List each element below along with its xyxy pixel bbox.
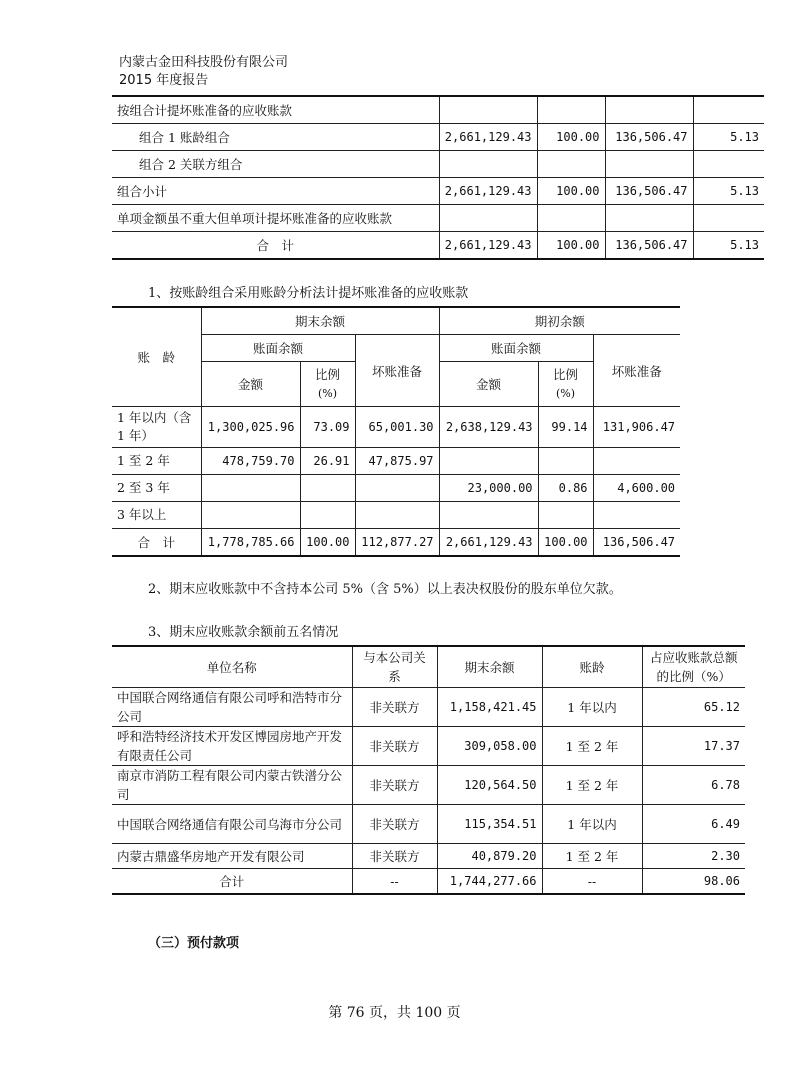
ratio-unit: (%) <box>556 386 576 400</box>
table-cell: 1 年以内 <box>542 688 642 727</box>
table-row <box>112 688 745 727</box>
header-end-balance: 期末余额 <box>201 307 439 335</box>
table-cell: 136,506.47 <box>605 178 693 205</box>
column-header: 期末余额 <box>437 646 542 688</box>
table-cell: 40,879.20 <box>437 844 542 869</box>
table-cell: 17.37 <box>642 727 745 766</box>
ratio-unit: (%) <box>317 386 338 400</box>
table-row <box>112 502 680 529</box>
page-header <box>119 54 288 90</box>
table-cell <box>355 502 439 529</box>
table-cell <box>538 448 593 475</box>
table-cell: 2,661,129.43 <box>439 124 537 151</box>
table-cell: 6.49 <box>642 805 745 844</box>
table-cell: 1 至 2 年 <box>542 766 642 805</box>
table-row <box>112 727 745 766</box>
table-cell <box>537 151 605 178</box>
table-cell <box>593 502 680 529</box>
table-cell: 2,661,129.43 <box>439 178 537 205</box>
page-number: 第 76 页，共 100 页 <box>328 1005 461 1021</box>
table-row <box>112 407 680 448</box>
total-cell: -- <box>542 869 642 895</box>
age-label: 合 计 <box>112 529 201 557</box>
table-cell <box>693 205 764 232</box>
table-row <box>112 151 764 178</box>
table-cell: 26.91 <box>300 448 355 475</box>
table-cell: 478,759.70 <box>201 448 300 475</box>
table-cell <box>605 151 693 178</box>
column-header: 占应收账款总额的比例（%） <box>642 646 745 688</box>
table-cell <box>201 502 300 529</box>
table-cell: 100.00 <box>537 232 605 260</box>
total-cell: 合计 <box>112 869 352 895</box>
table-cell: 23,000.00 <box>439 475 538 502</box>
table-cell: 1,300,025.96 <box>201 407 300 448</box>
paragraph-top-five: 3、期末应收账款余额前五名情况 <box>148 625 339 640</box>
table-row <box>112 529 680 557</box>
table-cell <box>593 448 680 475</box>
table-cell <box>355 475 439 502</box>
table-cell: 非关联方 <box>352 688 437 727</box>
table-cell <box>693 151 764 178</box>
table-cell: 65.12 <box>642 688 745 727</box>
table-cell: 非关联方 <box>352 805 437 844</box>
table-row <box>112 232 764 260</box>
table-cell: 4,600.00 <box>593 475 680 502</box>
total-cell: 98.06 <box>642 869 745 895</box>
table-row <box>112 844 745 869</box>
paragraph-aging-method: 1、按账龄组合采用账龄分析法计提坏账准备的应收账款 <box>148 286 469 301</box>
header-book-balance-begin: 账面余额 <box>439 335 593 362</box>
total-cell: -- <box>352 869 437 895</box>
table-cell: 中国联合网络通信有限公司呼和浩特市分公司 <box>112 688 352 727</box>
top-five-receivables-table <box>112 645 745 895</box>
header-amount-begin: 金额 <box>439 362 538 407</box>
table-cell <box>538 502 593 529</box>
table-cell: 131,906.47 <box>593 407 680 448</box>
row-label: 组合 1 账龄组合 <box>112 124 439 151</box>
table-cell <box>537 205 605 232</box>
table-cell: 1,778,785.66 <box>201 529 300 557</box>
header-bad-debt-begin: 坏账准备 <box>593 335 680 407</box>
table-cell <box>300 502 355 529</box>
table-cell: 5.13 <box>693 232 764 260</box>
table-cell: 100.00 <box>537 124 605 151</box>
company-name: 内蒙古金田科技股份有限公司 <box>119 55 289 70</box>
table-row <box>112 96 764 124</box>
table-cell: 47,875.97 <box>355 448 439 475</box>
table-cell: 65,001.30 <box>355 407 439 448</box>
row-label: 组合小计 <box>112 178 439 205</box>
table-cell: 136,506.47 <box>605 124 693 151</box>
table-cell <box>439 205 537 232</box>
table-cell <box>439 448 538 475</box>
header-ratio-begin <box>538 362 593 407</box>
table-cell <box>201 475 300 502</box>
table-cell: 115,354.51 <box>437 805 542 844</box>
table-cell <box>605 205 693 232</box>
table-cell: 0.86 <box>538 475 593 502</box>
table-cell <box>693 96 764 124</box>
table-cell: 136,506.47 <box>593 529 680 557</box>
age-label: 1 年以内（含 1 年） <box>112 407 201 448</box>
table-cell: 1,158,421.45 <box>437 688 542 727</box>
paragraph-no-shareholder-debt: 2、期末应收账款中不含持本公司 5%（含 5%）以上表决权股份的股东单位欠款。 <box>148 582 622 597</box>
age-label: 3 年以上 <box>112 502 201 529</box>
table-cell <box>439 96 537 124</box>
table-row <box>112 448 680 475</box>
table-cell <box>605 96 693 124</box>
age-label: 1 至 2 年 <box>112 448 201 475</box>
table-cell: 5.13 <box>693 124 764 151</box>
table-cell: 2,661,129.43 <box>439 529 538 557</box>
table-row <box>112 205 764 232</box>
table-cell: 100.00 <box>537 178 605 205</box>
header-bad-debt-end: 坏账准备 <box>355 335 439 407</box>
table-cell: 1 至 2 年 <box>542 727 642 766</box>
total-cell: 1,744,277.66 <box>437 869 542 895</box>
table-cell: 非关联方 <box>352 766 437 805</box>
table-cell: 309,058.00 <box>437 727 542 766</box>
table-row <box>112 178 764 205</box>
table-row <box>112 805 745 844</box>
table-cell: 136,506.47 <box>605 232 693 260</box>
table-cell: 100.00 <box>538 529 593 557</box>
age-label: 2 至 3 年 <box>112 475 201 502</box>
report-title: 2015 年度报告 <box>119 73 209 88</box>
row-label: 按组合计提坏账准备的应收账款 <box>112 96 439 124</box>
table-cell: 南京市消防工程有限公司内蒙古铁潽分公司 <box>112 766 352 805</box>
header-begin-balance: 期初余额 <box>439 307 680 335</box>
table-cell: 6.78 <box>642 766 745 805</box>
table-cell: 2.30 <box>642 844 745 869</box>
table-row <box>112 124 764 151</box>
row-label: 单项金额虽不重大但单项计提坏账准备的应收账款 <box>112 205 439 232</box>
table-cell: 呼和浩特经济技术开发区博园房地产开发有限责任公司 <box>112 727 352 766</box>
table-cell: 中国联合网络通信有限公司乌海市分公司 <box>112 805 352 844</box>
table-cell: 99.14 <box>538 407 593 448</box>
row-label: 组合 2 关联方组合 <box>112 151 439 178</box>
header-amount-end: 金额 <box>201 362 300 407</box>
table-cell <box>439 502 538 529</box>
table-cell: 非关联方 <box>352 844 437 869</box>
table-cell: 112,877.27 <box>355 529 439 557</box>
table-cell: 2,638,129.43 <box>439 407 538 448</box>
header-ratio-end <box>300 362 355 407</box>
table-cell: 73.09 <box>300 407 355 448</box>
table-cell <box>300 475 355 502</box>
column-header: 单位名称 <box>112 646 352 688</box>
column-header: 与本公司关系 <box>352 646 437 688</box>
receivables-classification-table <box>112 95 764 260</box>
header-age: 账 龄 <box>112 307 201 407</box>
table-cell: 1 年以内 <box>542 805 642 844</box>
table-row <box>112 766 745 805</box>
total-row <box>112 869 745 895</box>
table-cell: 1 至 2 年 <box>542 844 642 869</box>
table-cell: 5.13 <box>693 178 764 205</box>
table-row <box>112 475 680 502</box>
table-cell: 内蒙古鼎盛华房地产开发有限公司 <box>112 844 352 869</box>
aging-analysis-table <box>112 306 680 557</box>
table-cell <box>439 151 537 178</box>
section-heading-prepayments: （三）预付款项 <box>148 936 240 951</box>
header-book-balance-end: 账面余额 <box>201 335 355 362</box>
column-header: 账龄 <box>542 646 642 688</box>
table-cell: 2,661,129.43 <box>439 232 537 260</box>
ratio-label: 比例 <box>553 366 579 382</box>
table-cell: 100.00 <box>300 529 355 557</box>
table-cell <box>537 96 605 124</box>
table-cell: 非关联方 <box>352 727 437 766</box>
row-label: 合 计 <box>112 232 439 260</box>
ratio-label: 比例 <box>314 366 340 382</box>
table-cell: 120,564.50 <box>437 766 542 805</box>
